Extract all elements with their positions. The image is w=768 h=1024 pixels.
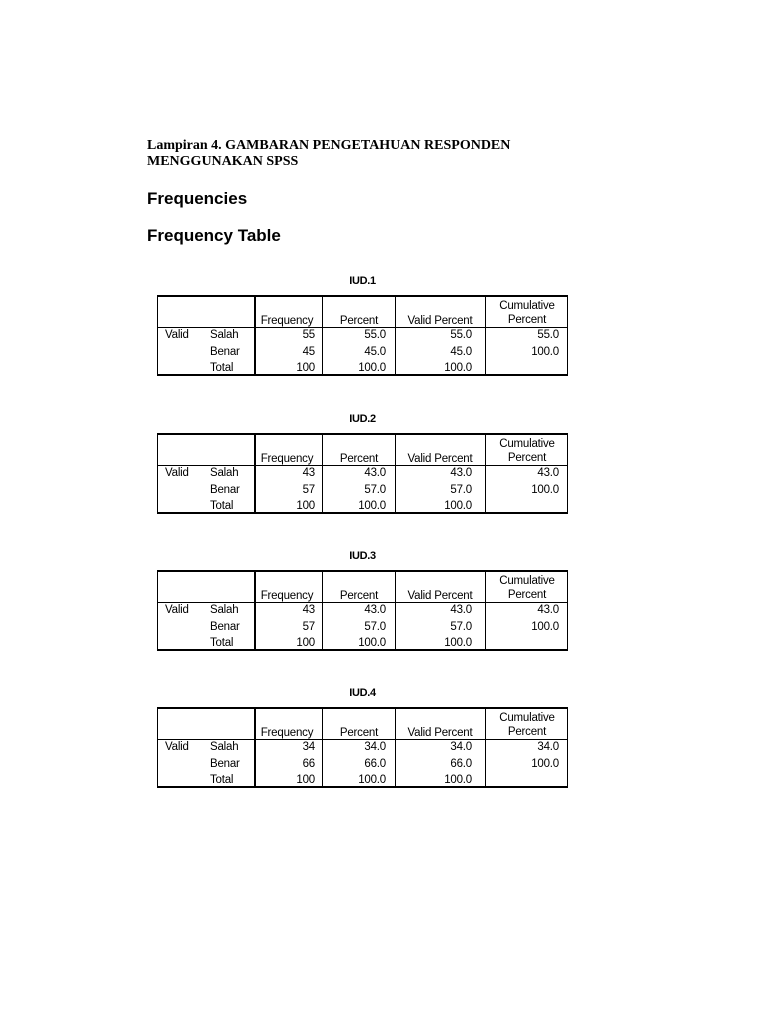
- frequency-table: [157, 295, 568, 376]
- cell-valid-percent: 45.0: [450, 346, 472, 358]
- row-label: Salah: [210, 329, 239, 341]
- cell-frequency: 100: [296, 362, 315, 374]
- row-label: Total: [210, 637, 234, 649]
- cell-valid-percent: 100.0: [444, 774, 472, 786]
- cell-cumulative-percent: 43.0: [537, 467, 559, 479]
- table-right-border: [567, 297, 568, 374]
- column-divider: [395, 297, 396, 374]
- header-percent: Percent: [339, 727, 379, 739]
- header-cumulative: Cumulative: [499, 575, 555, 587]
- document-heading: [147, 138, 587, 170]
- cell-valid-percent: 57.0: [450, 484, 472, 496]
- cell-cumulative-percent: 34.0: [537, 741, 559, 753]
- header-valid-percent: Valid Percent: [407, 590, 473, 602]
- column-divider: [485, 572, 486, 649]
- header-cumulative: Cumulative: [499, 712, 555, 724]
- cell-percent: 45.0: [364, 346, 386, 358]
- cell-percent: 100.0: [358, 637, 386, 649]
- cell-frequency: 66: [302, 758, 315, 770]
- row-label: Salah: [210, 604, 239, 616]
- header-valid-percent: Valid Percent: [407, 315, 473, 327]
- cell-percent: 100.0: [358, 362, 386, 374]
- header-percent: Percent: [339, 590, 379, 602]
- cell-percent: 100.0: [358, 500, 386, 512]
- cell-percent: 55.0: [364, 329, 386, 341]
- cell-valid-percent: 34.0: [450, 741, 472, 753]
- group-label: Valid: [165, 329, 189, 341]
- header-frequency: Frequency: [260, 453, 314, 465]
- cell-frequency: 57: [302, 484, 315, 496]
- column-divider: [322, 297, 323, 374]
- table-title: IUD.3: [349, 550, 376, 562]
- cell-percent: 34.0: [364, 741, 386, 753]
- frequency-table: [157, 570, 568, 651]
- cell-percent: 43.0: [364, 604, 386, 616]
- table-right-border: [567, 572, 568, 649]
- group-label: Valid: [165, 604, 189, 616]
- header-percent: Percent: [339, 315, 379, 327]
- header-percent: Percent: [339, 453, 379, 465]
- header-cumulative-percent: Percent: [507, 452, 547, 464]
- document-heading-line-2: MENGGUNAKAN SPSS: [147, 154, 299, 169]
- cell-cumulative-percent: 43.0: [537, 604, 559, 616]
- table-left-border: [157, 435, 158, 512]
- column-divider: [485, 709, 486, 786]
- cell-frequency: 100: [296, 774, 315, 786]
- row-label: Benar: [210, 758, 240, 770]
- cell-valid-percent: 100.0: [444, 637, 472, 649]
- cell-percent: 57.0: [364, 484, 386, 496]
- section-title: Frequencies: [147, 189, 248, 208]
- cell-frequency: 45: [302, 346, 315, 358]
- row-label: Benar: [210, 621, 240, 633]
- cell-frequency: 43: [302, 604, 315, 616]
- header-cumulative: Cumulative: [499, 438, 555, 450]
- table-left-border: [157, 709, 158, 786]
- header-valid-percent: Valid Percent: [407, 453, 473, 465]
- header-frequency: Frequency: [260, 315, 314, 327]
- column-divider: [395, 435, 396, 512]
- row-label: Salah: [210, 467, 239, 479]
- column-divider: [322, 709, 323, 786]
- column-divider: [485, 435, 486, 512]
- header-frequency: Frequency: [260, 727, 314, 739]
- column-divider: [395, 572, 396, 649]
- cell-valid-percent: 100.0: [444, 362, 472, 374]
- cell-frequency: 100: [296, 637, 315, 649]
- cell-valid-percent: 66.0: [450, 758, 472, 770]
- cell-cumulative-percent: 100.0: [531, 484, 559, 496]
- cell-percent: 100.0: [358, 774, 386, 786]
- cell-frequency: 55: [302, 329, 315, 341]
- cell-percent: 66.0: [364, 758, 386, 770]
- row-label: Salah: [210, 741, 239, 753]
- table-right-border: [567, 709, 568, 786]
- cell-percent: 43.0: [364, 467, 386, 479]
- cell-cumulative-percent: 100.0: [531, 346, 559, 358]
- table-title: IUD.1: [349, 275, 376, 287]
- cell-frequency: 100: [296, 500, 315, 512]
- group-label: Valid: [165, 741, 189, 753]
- frequency-table: [157, 707, 568, 788]
- table-left-border: [157, 297, 158, 374]
- row-label: Total: [210, 500, 234, 512]
- frequency-table: [157, 433, 568, 514]
- cell-valid-percent: 57.0: [450, 621, 472, 633]
- column-divider: [395, 709, 396, 786]
- cell-cumulative-percent: 100.0: [531, 621, 559, 633]
- document-heading-line-1: Lampiran 4. GAMBARAN PENGETAHUAN RESPONDEN: [147, 138, 511, 153]
- cell-frequency: 43: [302, 467, 315, 479]
- cell-valid-percent: 43.0: [450, 467, 472, 479]
- column-divider: [322, 435, 323, 512]
- column-divider: [485, 297, 486, 374]
- header-cumulative-percent: Percent: [507, 589, 547, 601]
- subsection-title: Frequency Table: [147, 226, 281, 245]
- cell-frequency: 34: [302, 741, 315, 753]
- cell-frequency: 57: [302, 621, 315, 633]
- column-divider: [322, 572, 323, 649]
- table-left-border: [157, 572, 158, 649]
- cell-cumulative-percent: 55.0: [537, 329, 559, 341]
- row-label: Total: [210, 774, 234, 786]
- table-right-border: [567, 435, 568, 512]
- cell-valid-percent: 100.0: [444, 500, 472, 512]
- table-title: IUD.4: [349, 687, 376, 699]
- row-label: Benar: [210, 484, 240, 496]
- header-valid-percent: Valid Percent: [407, 727, 473, 739]
- table-title: IUD.2: [349, 413, 376, 425]
- header-cumulative: Cumulative: [499, 300, 555, 312]
- row-label: Total: [210, 362, 234, 374]
- row-label: Benar: [210, 346, 240, 358]
- cell-cumulative-percent: 100.0: [531, 758, 559, 770]
- header-cumulative-percent: Percent: [507, 726, 547, 738]
- header-frequency: Frequency: [260, 590, 314, 602]
- header-cumulative-percent: Percent: [507, 314, 547, 326]
- cell-percent: 57.0: [364, 621, 386, 633]
- cell-valid-percent: 43.0: [450, 604, 472, 616]
- group-label: Valid: [165, 467, 189, 479]
- cell-valid-percent: 55.0: [450, 329, 472, 341]
